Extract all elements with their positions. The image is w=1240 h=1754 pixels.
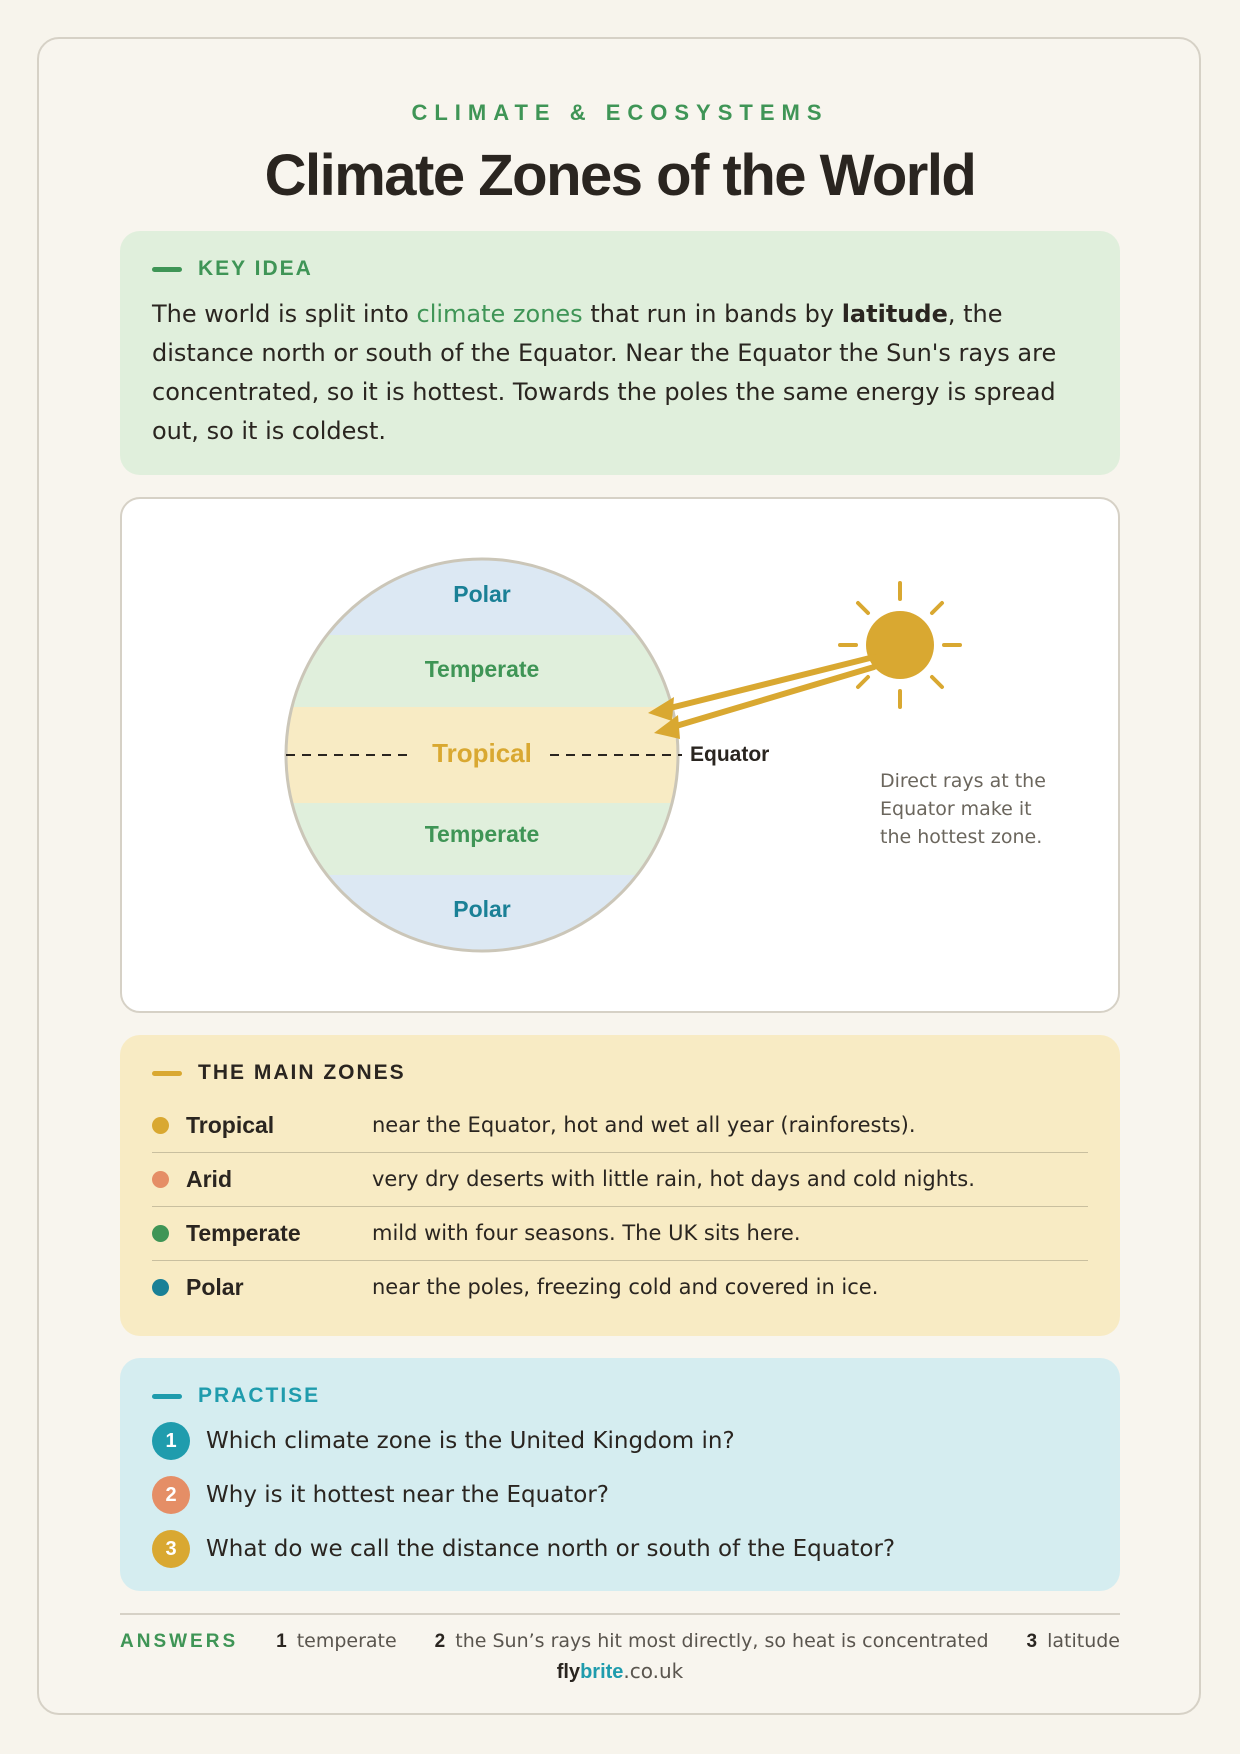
answer-text: latitude bbox=[1047, 1630, 1120, 1652]
question-item bbox=[152, 1422, 735, 1460]
zone-dot bbox=[152, 1225, 169, 1242]
zone-row bbox=[152, 1206, 1088, 1261]
heading-bar bbox=[152, 1394, 182, 1399]
key-text-bold: latitude bbox=[841, 300, 948, 328]
brand-part: fly bbox=[556, 1661, 581, 1683]
zone-name: Temperate bbox=[186, 1219, 301, 1246]
zone-name: Arid bbox=[186, 1165, 232, 1192]
answer-number: 3 bbox=[1026, 1631, 1038, 1652]
question-number-badge: 3 bbox=[152, 1530, 190, 1568]
answer-item bbox=[1027, 1630, 1120, 1653]
question-number-badge: 2 bbox=[152, 1476, 190, 1514]
zone-description: mild with four seasons. The UK sits here. bbox=[372, 1221, 801, 1245]
answer-item bbox=[435, 1630, 989, 1653]
zone-dot bbox=[152, 1117, 169, 1134]
answer-item bbox=[276, 1630, 397, 1653]
key-text-highlight: climate zones bbox=[416, 300, 583, 328]
key-idea-text bbox=[152, 295, 1092, 451]
equator-label: Equator bbox=[690, 743, 770, 766]
band-label-polar-top: Polar bbox=[453, 581, 511, 607]
key-idea-heading bbox=[152, 257, 313, 281]
diagram-note-line-2: Equator make it bbox=[880, 798, 1032, 820]
question-text: Why is it hottest near the Equator? bbox=[206, 1482, 609, 1508]
key-text-part: that run in bands by bbox=[582, 300, 842, 328]
key-idea-heading-text: KEY IDEA bbox=[198, 257, 313, 280]
zone-name: Polar bbox=[186, 1273, 244, 1300]
main-zones-panel bbox=[120, 1035, 1120, 1336]
answer-number: 2 bbox=[434, 1631, 446, 1652]
question-text: Which climate zone is the United Kingdom in? bbox=[206, 1428, 735, 1454]
zone-name: Tropical bbox=[186, 1111, 275, 1138]
band-label-polar-bottom: Polar bbox=[453, 896, 511, 922]
brand-part: brite bbox=[580, 1661, 624, 1683]
answers-divider bbox=[120, 1613, 1120, 1615]
heading-bar bbox=[152, 267, 182, 272]
key-text-part: The world is split into bbox=[152, 300, 417, 328]
zone-row bbox=[152, 1152, 1088, 1207]
question-number-badge: 1 bbox=[152, 1422, 190, 1460]
zone-row bbox=[152, 1098, 1088, 1153]
answers-label: ANSWERS bbox=[120, 1630, 239, 1652]
practise-panel bbox=[120, 1358, 1120, 1591]
diagram-note-line-1: Direct rays at the bbox=[880, 770, 1046, 792]
answer-text: the Sun’s rays hit most directly, so heat is concentrated bbox=[455, 1630, 989, 1652]
brand-part: .co.uk bbox=[623, 1659, 684, 1683]
zone-description: near the poles, freezing cold and covered in ice. bbox=[372, 1275, 879, 1299]
answer-number: 1 bbox=[276, 1631, 287, 1652]
band-label-tropical: Tropical bbox=[432, 738, 532, 768]
question-item bbox=[152, 1530, 895, 1568]
page-title: Climate Zones of the World bbox=[264, 143, 976, 208]
eyebrow: CLIMATE & ECOSYSTEMS bbox=[411, 100, 829, 125]
key-text-part: , the distance north or south of the Equator. Near the Equator the Sun's rays are concentrated, so it is hottest. Towards the poles the same energy is spread out, so it is coldest. bbox=[152, 300, 1057, 445]
main-zones-heading bbox=[152, 1061, 406, 1085]
main-zones-heading-text: THE MAIN ZONES bbox=[198, 1061, 406, 1084]
zone-dot bbox=[152, 1279, 169, 1296]
heading-bar bbox=[152, 1071, 182, 1076]
sun-rays-arrows bbox=[658, 657, 874, 729]
practise-heading-text: PRACTISE bbox=[198, 1384, 321, 1407]
practise-heading bbox=[152, 1384, 320, 1408]
climate-diagram-panel bbox=[120, 497, 1120, 1013]
sun-icon bbox=[840, 583, 960, 707]
key-idea-panel bbox=[120, 231, 1120, 475]
answer-text: temperate bbox=[296, 1630, 397, 1652]
zone-row bbox=[152, 1260, 1088, 1314]
question-item bbox=[152, 1476, 609, 1514]
band-label-temperate-top: Temperate bbox=[424, 656, 540, 682]
diagram-note-line-3: the hottest zone. bbox=[880, 826, 1043, 848]
zone-description: very dry deserts with little rain, hot days and cold nights. bbox=[372, 1167, 975, 1191]
zone-dot bbox=[152, 1171, 169, 1188]
zone-description: near the Equator, hot and wet all year (rainforests). bbox=[372, 1113, 916, 1137]
brand-logo bbox=[0, 1659, 1240, 1684]
question-text: What do we call the distance north or south of the Equator? bbox=[206, 1536, 896, 1562]
band-label-temperate-bottom: Temperate bbox=[424, 821, 540, 847]
climate-diagram bbox=[122, 499, 1118, 1011]
answers-row bbox=[120, 1630, 1120, 1653]
